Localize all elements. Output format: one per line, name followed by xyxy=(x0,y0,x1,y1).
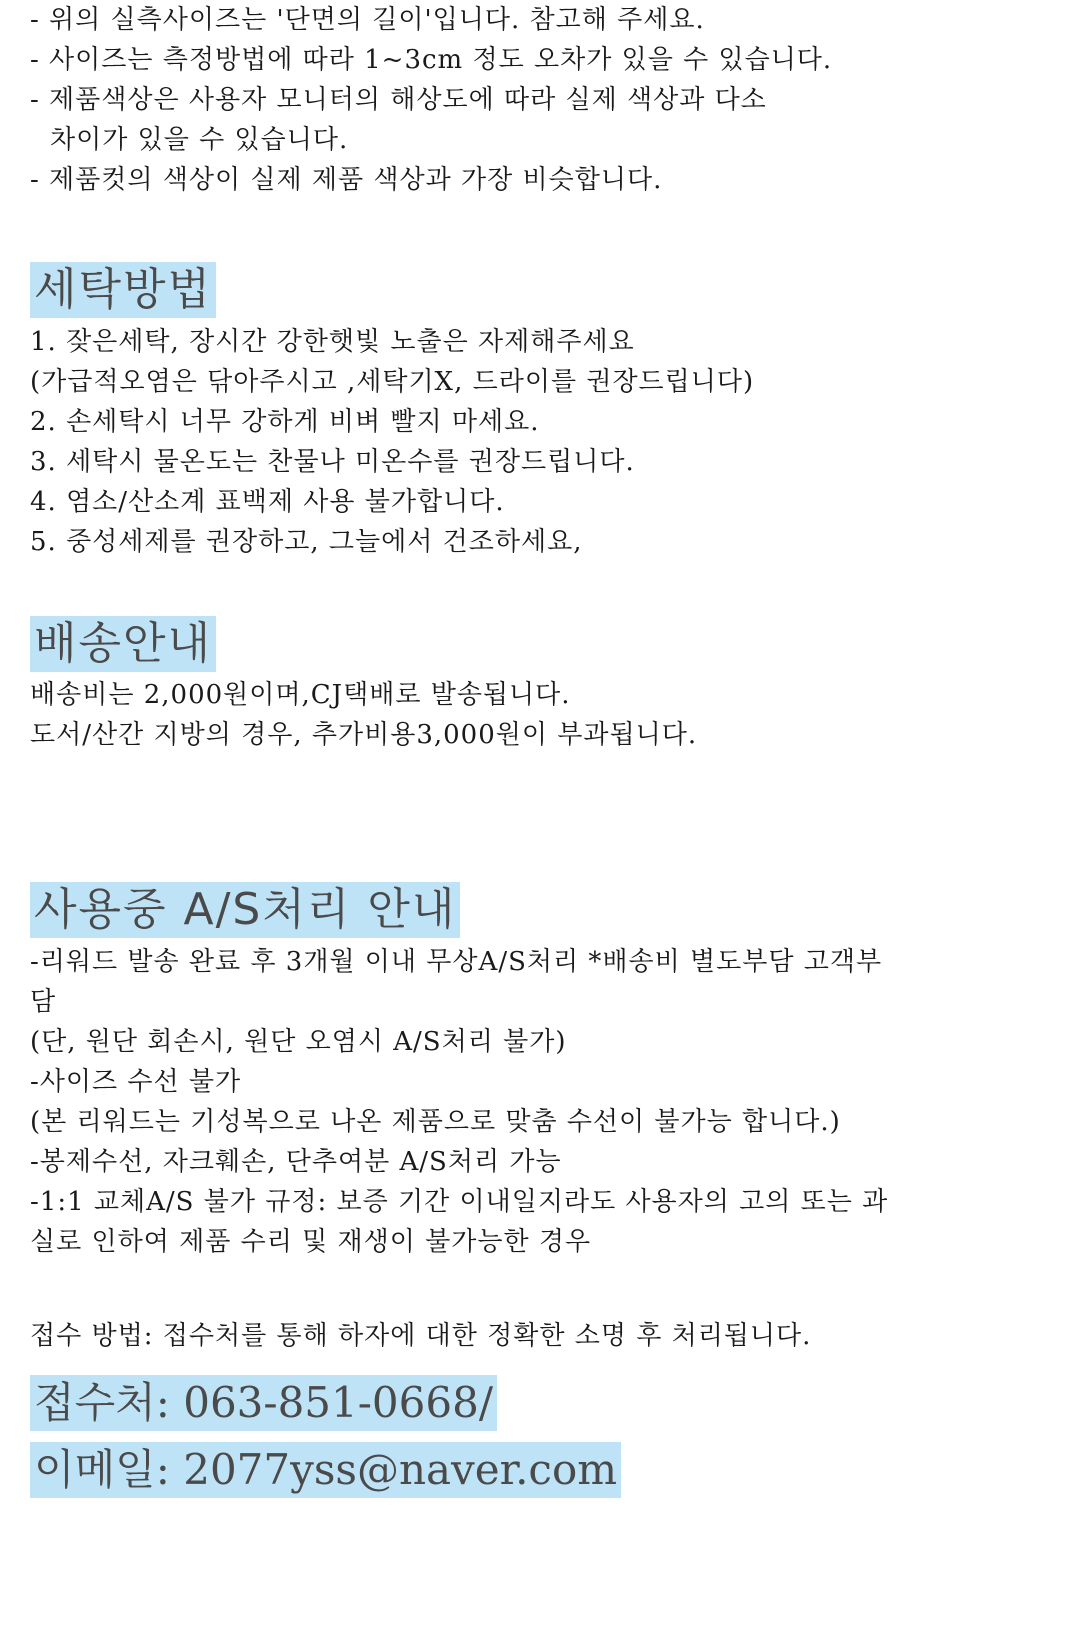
reception-email: 이메일: 2077yss@naver.com xyxy=(30,1442,621,1498)
size-note-4: - 제품컷의 색상이 실제 제품 색상과 가장 비슷합니다. xyxy=(30,165,663,195)
washing-title: 세탁방법 xyxy=(30,262,216,318)
as-line-2: 담 xyxy=(30,987,57,1017)
size-note-3-continued: 차이가 있을 수 있습니다. xyxy=(50,125,349,155)
as-line-7: -1:1 교체A/S 불가 규정: 보증 기간 이내일지라도 사용자의 고의 또는 과 xyxy=(30,1187,889,1217)
as-line-1: -리워드 발송 완료 후 3개월 이내 무상A/S처리 *배송비 별도부담 고객부 xyxy=(30,947,883,977)
as-title: 사용중 A/S처리 안내 xyxy=(30,882,460,938)
as-line-8: 실로 인하여 제품 수리 및 재생이 불가능한 경우 xyxy=(30,1227,592,1257)
size-note-1: - 위의 실측사이즈는 '단면의 길이'입니다. 참고해 주세요. xyxy=(30,5,705,35)
shipping-title: 배송안내 xyxy=(30,616,216,672)
as-line-5: (본 리워드는 기성복으로 나온 제품으로 맞춤 수선이 불가능 합니다.) xyxy=(30,1107,841,1137)
washing-line-4: 3. 세탁시 물온도는 찬물나 미온수를 권장드립니다. xyxy=(30,447,635,477)
reception-phone: 접수처: 063-851-0668/ xyxy=(30,1375,497,1431)
washing-line-6: 5. 중성세제를 권장하고, 그늘에서 건조하세요, xyxy=(30,527,583,557)
as-line-4: -사이즈 수선 불가 xyxy=(30,1067,242,1097)
size-note-2: - 사이즈는 측정방법에 따라 1~3cm 정도 오차가 있을 수 있습니다. xyxy=(30,45,833,75)
shipping-line-1: 배송비는 2,000원이며,CJ택배로 발송됩니다. xyxy=(30,680,571,710)
as-line-3: (단, 원단 회손시, 원단 오염시 A/S처리 불가) xyxy=(30,1027,567,1057)
washing-line-2: (가급적오염은 닦아주시고 ,세탁기X, 드라이를 권장드립니다) xyxy=(30,367,755,397)
washing-line-1: 1. 잦은세탁, 장시간 강한햇빛 노출은 자제해주세요 xyxy=(30,327,635,357)
as-line-6: -봉제수선, 자크훼손, 단추여분 A/S처리 가능 xyxy=(30,1147,562,1177)
size-note-3: - 제품색상은 사용자 모니터의 해상도에 따라 실제 색상과 다소 xyxy=(30,85,767,115)
washing-line-3: 2. 손세탁시 너무 강하게 비벼 빨지 마세요. xyxy=(30,407,540,437)
shipping-line-2: 도서/산간 지방의 경우, 추가비용3,000원이 부과됩니다. xyxy=(30,720,698,750)
washing-line-5: 4. 염소/산소계 표백제 사용 불가합니다. xyxy=(30,487,505,517)
reception-method: 접수 방법: 접수처를 통해 하자에 대한 정확한 소명 후 처리됩니다. xyxy=(30,1321,812,1351)
